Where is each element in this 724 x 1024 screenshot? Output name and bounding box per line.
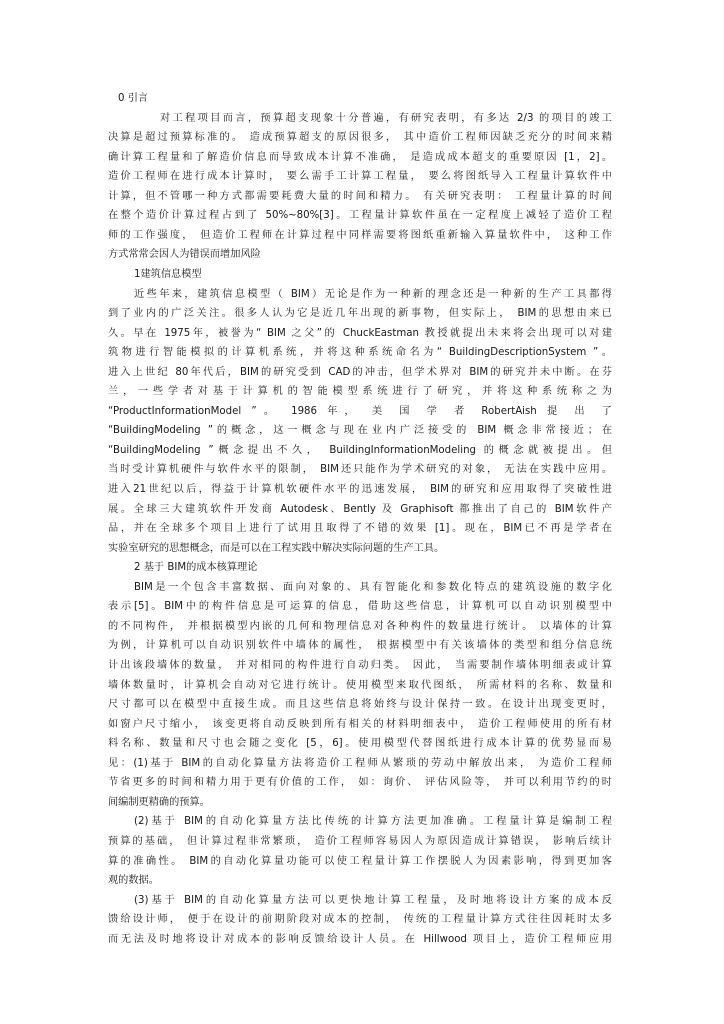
text-line: 近些年来，建筑信息模型（ BIM）无论是作为一种新的理念还是一种新的生产工具都得 (134, 288, 612, 300)
text-line: 在整个造价计算过程占到了 50%~80%[3]。工程量计算软件虽在一定程度上减轻了造价工程 (108, 210, 612, 222)
text-line: 进入上世纪 80年代后，BIM的研究受到 CAD的冲击，但学术界对 BIM的研究并未中断。在芬 (108, 366, 612, 378)
text-line: 久。早在 1975年，被誉为“ BIM 之父”的 ChuckEastman 教授就提出未来将会出现可以对建 (108, 327, 612, 339)
text-line: 如窗户尺寸缩小， 该变更将自动反映到所有相关的材料明细表中， 造价工程师使用的所有材 (108, 718, 612, 730)
text-line: 方式常常会因人为错误而增加风险 (108, 249, 261, 261)
text-line: 确计算工程量和了解造价信息而导致成本计算不准确， 是造成成本超支的重要原因 [1，2]。 (108, 151, 612, 163)
text-line: 展。全球三大建筑软件开发商 Autodesk、Bently 及 Graphisoft 都推出了自己的 BIM软件产 (108, 503, 612, 515)
text-line: 料名称、数量和尺寸也会随之变化 [5，6]。使用模型代替图纸进行成本计算的优势显而易 (108, 738, 612, 750)
text-line: 预算的基础， 但计算过程非常繁琐， 造价工程师容易因人为原因造成计算错误， 影响后续计 (108, 835, 612, 847)
text-line: 而无法及时地将设计对成本的影响反馈给设计人员。在 Hillwood 项目上，造价工程师应用 (108, 933, 612, 945)
text-line: 兰，一些学者对基于计算机的智能模型系统进行了研究，并将这种系统称之为 (108, 386, 612, 398)
text-line: 进入21世纪以后，得益于计算机软硬件水平的迅速发展， BIM的研究和应用取得了突破性进 (108, 484, 612, 495)
text-line: 节省更多的时间和精力用于更有价值的工作， 如：询价、 评估风险等， 并可以利用节约的时 (108, 777, 612, 789)
text-line: BIM是一个包含丰富数据、面向对象的、具有智能化和参数化特点的建筑设施的数字化 (134, 581, 612, 593)
text-line: 实验室研究的思想概念，而是可以在工程实践中解决实际问题的生产工具。 (108, 542, 445, 554)
text-line: 观的数据。 (108, 875, 159, 886)
text-line: 2 基于 BIM的成本核算理论 (134, 562, 258, 574)
text-line: “BuildingModeling ”的概念，这一概念与现在业内广泛接受的 BIM 概念非常接近；在 (108, 425, 612, 437)
text-line: 师的工作强度， 但造价工程师在计算过程中同样需要将图纸重新输入算量软件中， 这种工作 (108, 229, 612, 241)
text-line: 的不同构件， 并根据模型内嵌的几何和物理信息对各种构件的数量进行统计。 以墙体的计算 (108, 620, 612, 632)
text-line: 造价工程师在进行成本计算时， 要么需手工计算工程量， 要么将图纸导入工程量计算软件中 (108, 171, 612, 183)
text-line: 决算是超过预算标准的。 造成预算超支的原因很多， 其中造价工程师因缺乏充分的时间来精 (108, 132, 612, 144)
text-line: 对工程项目而言，预算超支现象十分普遍，有研究表明，有多达 2/3 的项目的竣工 (160, 112, 612, 124)
text-line: 0 引言 (118, 93, 149, 104)
text-line: 计出该段墙体的数量， 并对相同的构件进行自动归类。 因此， 当需要制作墙体明细表或计算 (108, 660, 612, 671)
text-line: 筑物进行智能模拟的计算机系统，并将这种系统命名为“ BuildingDescriptionSystem ”。 (108, 347, 612, 359)
text-line: 间编制更精确的预算。 (108, 796, 210, 808)
text-line: 品，并在全球多个项目上进行了试用且取得了不错的效果 [1]。现在，BIM已不再是学者在 (108, 523, 612, 535)
text-line: 到了业内的广泛关注。很多人认为它是近几年出现的新事物，但实际上， BIM的思想由来已 (108, 308, 612, 320)
text-line: “ProductInformationModel ”。 1986 年， 美 国 学 者 RobertAish 提 出 了 (108, 405, 612, 417)
text-line: 墙体数量时，计算机会自动对它进行统计。使用模型来取代图纸， 所需材料的名称、数量和 (108, 679, 612, 691)
text-line: 见：(1)基于 BIM的自动化算量方法将造价工程师从繁琐的劳动中解放出来， 为造价工程师 (108, 757, 612, 769)
text-line: 为例，计算机可以自动识别软件中墙体的属性， 根据模型中有关该墙体的类型和组分信息统 (108, 640, 612, 652)
text-line: 计算，但不管哪一种方式都需要耗费大量的时间和精力。 有关研究表明： 工程量计算的时间 (108, 190, 612, 202)
text-line: “BuildingModeling ”概念提出不久， BuildingInformationModeling 的概念就被提出。但 (108, 444, 612, 456)
text-line: 馈给设计师， 便于在设计的前期阶段对成本的控制， 传统的工程量计算方式往往因耗时太多 (108, 914, 612, 926)
text-line: 表示[5]。BIM中的构件信息是可运算的信息，借助这些信息，计算机可以自动识别模型中 (108, 601, 612, 613)
text-line: 当时受计算机硬件与软件水平的限制， BIM还只能作为学术研究的对象， 无法在实践中应用。 (108, 464, 612, 476)
text-line: (3)基于 BIM的自动化算量方法可以更快地计算工程量，及时地将设计方案的成本反 (134, 894, 612, 906)
text-line: 算的准确性。 BIM的自动化算量功能可以使工程量计算工作摆脱人为因素影响，得到更加客 (108, 855, 612, 867)
text-line: (2)基于 BIM的自动化算量方法比传统的计算方法更加准确。工程量计算是编制工程 (134, 816, 612, 828)
text-line: 尺寸都可以在模型中直接生成。而且这些信息将始终与设计保持一致。在设计出现变更时， (108, 699, 612, 711)
text-line: 1建筑信息模型 (134, 269, 202, 280)
